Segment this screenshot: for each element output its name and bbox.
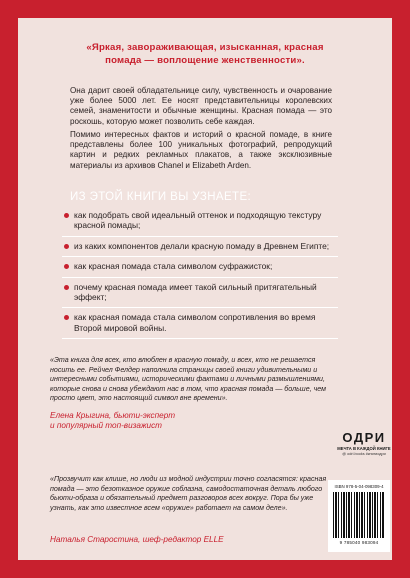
review-quote: «Прозвучит как клише, но люди из модной индустрии точно согласятся: красная помада — это безотказное оружие соблазна, самодостаточная деталь любого бьюти-образа и обязательный предмет разговоров всех вокруг. Пора бы уже узнать, как это известное всем «оружие» работает на самом деле». <box>50 475 327 512</box>
review-attribution <box>50 411 250 431</box>
list-item <box>62 237 338 257</box>
attribution-line: Елена Крыгина, бьюти-эксперт <box>50 411 176 420</box>
publisher-logo <box>336 430 392 456</box>
back-cover <box>18 18 392 560</box>
attribution-line: и популярный топ-визажист <box>50 421 163 430</box>
bullet-dot-icon <box>64 244 69 249</box>
publisher-name: ОДРИ <box>342 430 386 445</box>
list-item-text: почему красная помада имеет такой сильный притягательный эффект; <box>74 281 317 303</box>
isbn-label: ISBN 978-5-04-098309-4 <box>334 484 384 489</box>
bullet-dot-icon <box>64 315 69 320</box>
barcode <box>328 480 390 552</box>
list-item-text: как красная помада стала символом сопротивления во время Второй мировой войны. <box>74 312 316 333</box>
section-title: ИЗ ЭТОЙ КНИГИ ВЫ УЗНАЕТЕ: <box>70 191 252 203</box>
bullet-dot-icon <box>64 213 69 218</box>
bullet-dot-icon <box>64 285 69 290</box>
list-item <box>62 308 338 339</box>
list-item-text: из каких компонентов делали красную помаду в Древнем Египте; <box>74 240 330 251</box>
intro-paragraph: Помимо интересных фактов и историй о красной помаде, в книге представлены более 100 уникальных фотографий, репродукций картин и редких рекламных плакатов, а также эксклюзивные материалы из архивов Chanel и Elizabeth Arden. <box>70 130 332 170</box>
intro-paragraph: Она дарит своей обладательнице силу, чувственность и очарование уже более 5000 лет. Ее носят представительницы королевских семей, знаменитости и обычные женщины. Красная помада — это роскошь, которую может позволить себе каждая. <box>70 86 332 126</box>
review-attribution <box>50 535 250 545</box>
list-item <box>62 257 338 277</box>
learning-list <box>62 206 338 339</box>
barcode-digits: 9 785040 983094 <box>339 540 379 545</box>
list-item-text: как подобрать свой идеальный оттенок и подходящую текстуру красной помады; <box>74 210 322 231</box>
bullet-dot-icon <box>64 264 69 269</box>
list-item <box>62 206 338 237</box>
list-item <box>62 278 338 309</box>
attribution-line: Наталья Старостина, шеф-редактор ELLE <box>50 535 224 544</box>
list-item-text: как красная помада стала символом суфражисток; <box>74 261 273 272</box>
headline-quote: «Яркая, завораживающая, изысканная, красная помада — воплощение женственности». <box>86 42 324 66</box>
publisher-social: @ odri.books #книгиодри <box>342 452 386 456</box>
barcode-bars-icon <box>333 492 385 538</box>
review-quote: «Эта книга для всех, кто влюблен в красную помаду, и всех, кто не решается носить ее. Рейчел Фелдер наполнила страницы своей книги удивительными и интересными событиями, историческими фактами и личными размышлениями, которые снова и снова убеждают нас в том, что красная помада — больше, чем просто цвет, это настоящий символ вне времени». <box>50 356 326 403</box>
publisher-tagline: МЕЧТА В КАЖДОЙ КНИГЕ <box>337 446 391 451</box>
